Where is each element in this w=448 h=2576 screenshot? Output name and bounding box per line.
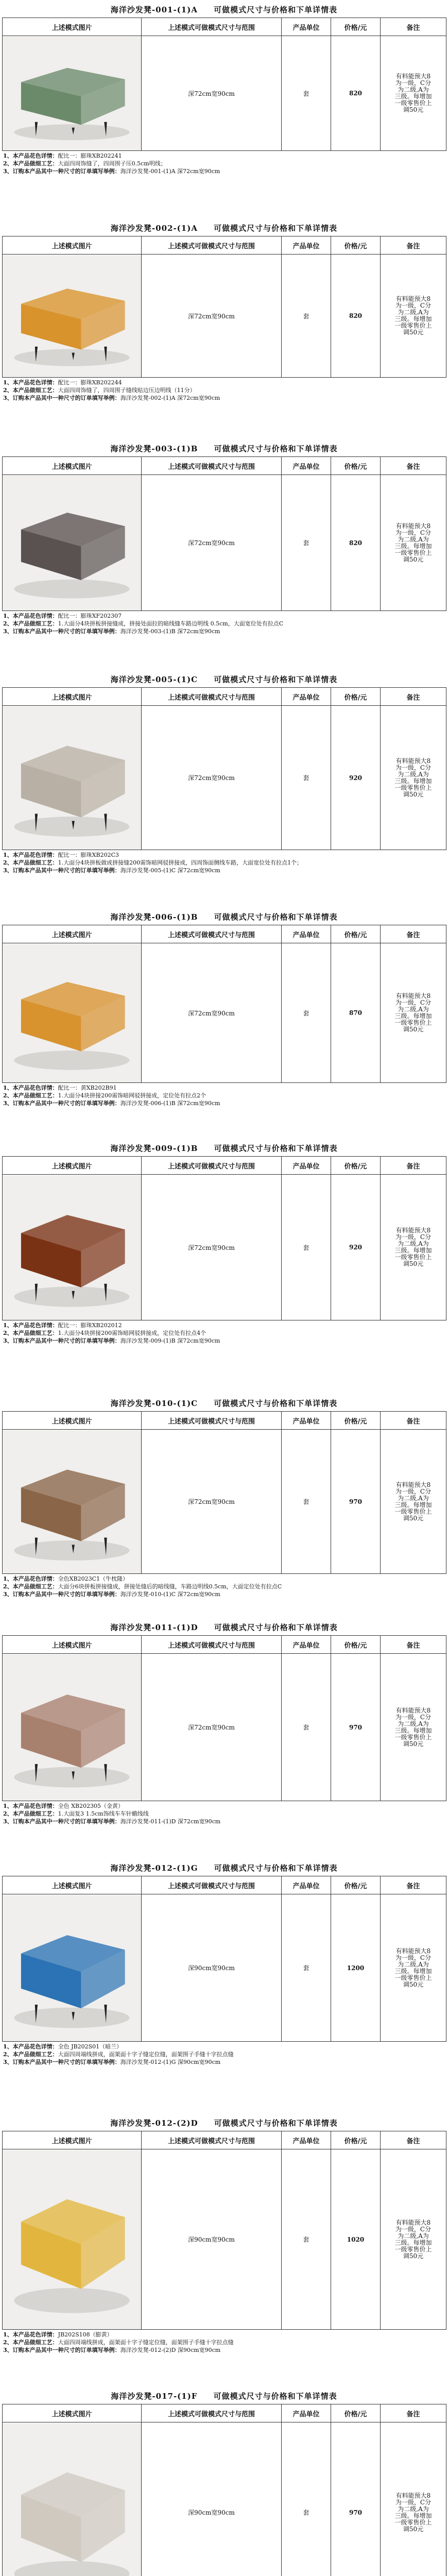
note-line: 3、订购本产品其中一种尺寸的订单填写举例：海洋沙发凳-010-(1)C 深72cm宽90cm bbox=[3, 1591, 220, 1598]
section-title: 海洋沙发凳-017-(1)F 可做模式尺寸与价格和下单详情表 bbox=[111, 2392, 337, 2401]
order-notes bbox=[3, 152, 444, 175]
section-title: 海洋沙发凳-006-(1)B 可做模式尺寸与价格和下单详情表 bbox=[110, 912, 338, 922]
ottoman-image bbox=[3, 706, 141, 850]
product-image-cell bbox=[3, 1175, 142, 1320]
section-title: 海洋沙发凳-011-(1)D 可做模式尺寸与价格和下单详情表 bbox=[110, 1623, 338, 1632]
note-line: 2、本产品做细工艺：1.大面分4块拼板做成拼接缝200需饰暗网驳拼接成，四周饰面侧线车路，大面宽位处有拉点1个； bbox=[3, 859, 303, 866]
size-cell: 深72cm宽90cm bbox=[142, 1175, 282, 1320]
spec-table bbox=[2, 236, 446, 378]
header-cell: 上述模式可做模式尺寸与范围 bbox=[142, 1412, 282, 1430]
size-cell: 深72cm宽90cm bbox=[142, 1654, 282, 1801]
header-cell: 上述模式可做模式尺寸与范围 bbox=[142, 1876, 282, 1894]
unit-cell: 套 bbox=[282, 1430, 331, 1574]
header-cell: 上述模式可做模式尺寸与范围 bbox=[142, 18, 282, 36]
unit-cell: 套 bbox=[282, 2149, 331, 2330]
header-cell: 上述模式可做模式尺寸与范围 bbox=[142, 688, 282, 706]
note-line: 1、本产品花色详情：JB202S108（膨黄） bbox=[3, 2331, 113, 2338]
ottoman-image bbox=[3, 1654, 141, 1801]
note-line: 1、本产品花色详情：全色XB2023C1（牛枕隆） bbox=[3, 1575, 128, 1582]
section-title: 海洋沙发凳-012-(1)G 可做模式尺寸与价格和下单详情表 bbox=[110, 1863, 338, 1873]
header-cell: 产品单位 bbox=[282, 457, 331, 475]
product-image-cell bbox=[3, 706, 142, 850]
size-cell: 深90cm宽90cm bbox=[142, 1894, 282, 2042]
note-line: 3、订购本产品其中一种尺寸的订单填写举例：海洋沙发凳-006-(1)B 深72cm宽90cm bbox=[3, 1100, 220, 1107]
header-cell: 备注 bbox=[381, 236, 446, 255]
note-line: 3、订购本产品其中一种尺寸的订单填写举例：海洋沙发凳-011-(1)D 深72cm宽90cm bbox=[3, 1818, 221, 1825]
remark-cell: 有料能预大8 为一级，C分 为二级,A为 三级。每增加 一级零售价上 调50元 bbox=[381, 2149, 446, 2330]
unit-cell: 套 bbox=[282, 2422, 331, 2576]
price-cell: 920 bbox=[331, 1175, 381, 1320]
header-cell: 产品单位 bbox=[282, 688, 331, 706]
header-cell: 产品单位 bbox=[282, 18, 331, 36]
order-notes bbox=[3, 1802, 444, 1825]
header-cell: 上述模式可做模式尺寸与范围 bbox=[142, 2131, 282, 2149]
header-cell: 上述模式图片 bbox=[3, 925, 142, 943]
note-line: 1、本产品花色详情：全色 JB202S01（暗兰） bbox=[3, 2043, 123, 2050]
ottoman-image bbox=[3, 944, 141, 1082]
header-cell: 备注 bbox=[381, 18, 446, 36]
note-line: 2、本产品做细工艺：1.大面分4块拼接200需饰暗网驳拼接成，定位处有拉点4个 bbox=[3, 1330, 206, 1336]
unit-cell: 套 bbox=[282, 255, 331, 378]
order-notes bbox=[3, 2331, 444, 2354]
section-title: 海洋沙发凳-002-(1)A 可做模式尺寸与价格和下单详情表 bbox=[110, 224, 338, 233]
header-cell: 价格/元 bbox=[331, 1157, 381, 1175]
note-line: 3、订购本产品其中一种尺寸的订单填写举例：海洋沙发凳-005-(1)C 深72cm宽90cm bbox=[3, 867, 220, 874]
product-image-cell bbox=[3, 475, 142, 611]
unit-cell: 套 bbox=[282, 943, 331, 1083]
unit-cell: 套 bbox=[282, 1654, 331, 1801]
note-line: 3、订购本产品其中一种尺寸的订单填写举例：海洋沙发凳-009-(1)B 深72cm宽90cm bbox=[3, 1337, 220, 1344]
size-cell: 深72cm宽90cm bbox=[142, 36, 282, 151]
header-cell: 备注 bbox=[381, 1157, 446, 1175]
product-image-cell bbox=[3, 1654, 142, 1801]
header-cell: 产品单位 bbox=[282, 2404, 331, 2422]
spec-table bbox=[2, 925, 446, 1083]
remark-cell: 有料能预大8 为一级，C分 为二级,A为 三级。每增加 一级零售价上 调50元 bbox=[381, 706, 446, 850]
header-cell: 备注 bbox=[381, 1412, 446, 1430]
ottoman-image bbox=[3, 2423, 141, 2576]
price-cell: 820 bbox=[331, 36, 381, 151]
spec-table bbox=[2, 1156, 446, 1320]
order-notes bbox=[3, 851, 444, 874]
header-cell: 上述模式可做模式尺寸与范围 bbox=[142, 925, 282, 943]
size-cell: 深72cm宽90cm bbox=[142, 475, 282, 611]
header-cell: 上述模式可做模式尺寸与范围 bbox=[142, 236, 282, 255]
spec-table bbox=[2, 1411, 446, 1574]
header-cell: 备注 bbox=[381, 688, 446, 706]
note-line: 2、本产品做细工艺：1.大面复3 1.5cm饰线车车针蛾线线 bbox=[3, 1810, 149, 1817]
section-title: 海洋沙发凳-010-(1)C 可做模式尺寸与价格和下单详情表 bbox=[110, 1399, 338, 1408]
note-line: 3、订购本产品其中一种尺寸的订单填写举例：海洋沙发凳-003-(1)B 深72cm宽90cm bbox=[3, 628, 220, 635]
header-cell: 上述模式图片 bbox=[3, 688, 142, 706]
header-cell: 价格/元 bbox=[331, 1876, 381, 1894]
section-title: 海洋沙发凳-005-(1)C 可做模式尺寸与价格和下单详情表 bbox=[110, 675, 338, 684]
price-cell: 820 bbox=[331, 255, 381, 378]
ottoman-image bbox=[3, 2150, 141, 2329]
price-cell: 920 bbox=[331, 706, 381, 850]
header-cell: 上述模式图片 bbox=[3, 236, 142, 255]
section-title: 海洋沙发凳-001-(1)A 可做模式尺寸与价格和下单详情表 bbox=[110, 5, 338, 14]
header-cell: 上述模式可做模式尺寸与范围 bbox=[142, 2404, 282, 2422]
ottoman-image bbox=[3, 476, 141, 611]
remark-cell: 有料能预大8 为一级，C分 为二级,A为 三级。每增加 一级零售价上 调50元 bbox=[381, 1894, 446, 2042]
header-cell: 价格/元 bbox=[331, 457, 381, 475]
section-title: 海洋沙发凳-009-(1)B 可做模式尺寸与价格和下单详情表 bbox=[110, 1144, 338, 1153]
header-cell: 备注 bbox=[381, 1876, 446, 1894]
header-cell: 价格/元 bbox=[331, 1412, 381, 1430]
remark-cell: 有料能预大8 为一级，C分 为二级,A为 三级。每增加 一级零售价上 调50元 bbox=[381, 36, 446, 151]
header-cell: 产品单位 bbox=[282, 1636, 331, 1654]
size-cell: 深90cm宽90cm bbox=[142, 2149, 282, 2330]
header-cell: 产品单位 bbox=[282, 1157, 331, 1175]
ottoman-image bbox=[3, 1430, 141, 1573]
header-cell: 备注 bbox=[381, 1636, 446, 1654]
note-line: 1、本产品花色详情：配比一：膨珠XB202012 bbox=[3, 1322, 122, 1329]
product-image-cell bbox=[3, 1894, 142, 2042]
unit-cell: 套 bbox=[282, 475, 331, 611]
header-cell: 价格/元 bbox=[331, 236, 381, 255]
note-line: 1、本产品花色详情：配比一：膨珠XF202307 bbox=[3, 613, 122, 619]
product-image-cell bbox=[3, 1430, 142, 1574]
order-notes bbox=[3, 1084, 444, 1107]
spec-table bbox=[2, 2404, 446, 2576]
note-line: 3、订购本产品其中一种尺寸的订单填写举例：海洋沙发凳-001-(1)A 深72cm宽90cm bbox=[3, 168, 220, 175]
price-cell: 970 bbox=[331, 2422, 381, 2576]
order-notes bbox=[3, 1321, 444, 1345]
spec-table bbox=[2, 1876, 446, 2042]
header-cell: 备注 bbox=[381, 2404, 446, 2422]
note-line: 2、本产品做细工艺：大面四周饰缝了，四周围子压0.5cm明线； bbox=[3, 160, 166, 167]
header-cell: 上述模式图片 bbox=[3, 1412, 142, 1430]
remark-cell: 有料能预大8 为一级，C分 为二级,A为 三级。每增加 一级零售价上 调50元 bbox=[381, 475, 446, 611]
header-cell: 备注 bbox=[381, 2131, 446, 2149]
spec-table bbox=[2, 2131, 446, 2330]
size-cell: 深72cm宽90cm bbox=[142, 255, 282, 378]
size-cell: 深72cm宽90cm bbox=[142, 943, 282, 1083]
header-cell: 上述模式图片 bbox=[3, 2131, 142, 2149]
spec-table bbox=[2, 1635, 446, 1801]
header-cell: 备注 bbox=[381, 457, 446, 475]
note-line: 2、本产品做细工艺：1.大面分4块拼板拼接缝成，拼接处面拉的暗线缝车路边明线 0.5cm，大面宽位处有拉点C bbox=[3, 620, 284, 627]
header-cell: 价格/元 bbox=[331, 1636, 381, 1654]
header-cell: 上述模式图片 bbox=[3, 18, 142, 36]
header-cell: 上述模式图片 bbox=[3, 1157, 142, 1175]
header-cell: 上述模式图片 bbox=[3, 2404, 142, 2422]
price-cell: 970 bbox=[331, 1430, 381, 1574]
unit-cell: 套 bbox=[282, 1894, 331, 2042]
price-cell: 970 bbox=[331, 1654, 381, 1801]
product-image-cell bbox=[3, 943, 142, 1083]
header-cell: 上述模式图片 bbox=[3, 1636, 142, 1654]
note-line: 2、本产品做细工艺：1.大面分4块拼接200需饰暗网驳拼接成，定位处有拉点2个 bbox=[3, 1092, 206, 1099]
note-line: 3、订购本产品其中一种尺寸的订单填写举例：海洋沙发凳-002-(1)A 深72cm宽90cm bbox=[3, 395, 220, 401]
product-image-cell bbox=[3, 2422, 142, 2576]
header-cell: 上述模式可做模式尺寸与范围 bbox=[142, 1157, 282, 1175]
section-title: 海洋沙发凳-012-(2)D 可做模式尺寸与价格和下单详情表 bbox=[110, 2119, 338, 2128]
ottoman-image bbox=[3, 37, 141, 150]
note-line: 2、本产品做细工艺：大面四周饰缝了，四周围子缝线贴边压边明线（11分） bbox=[3, 387, 196, 394]
note-line: 1、本产品花色详情：配比一：膨珠XB202244 bbox=[3, 379, 122, 386]
header-cell: 价格/元 bbox=[331, 2131, 381, 2149]
unit-cell: 套 bbox=[282, 36, 331, 151]
note-line: 2、本产品做细工艺：大面四周端线拼成，面架面十字子缝定位缝，面架围子手缝十字拉点缝 bbox=[3, 2051, 234, 2058]
header-cell: 产品单位 bbox=[282, 925, 331, 943]
size-cell: 深72cm宽90cm bbox=[142, 706, 282, 850]
order-notes bbox=[3, 612, 444, 635]
spec-table bbox=[2, 18, 446, 151]
remark-cell: 有料能预大8 为一级，C分 为二级,A为 三级。每增加 一级零售价上 调50元 bbox=[381, 2422, 446, 2576]
header-cell: 上述模式可做模式尺寸与范围 bbox=[142, 457, 282, 475]
note-line: 1、本产品花色详情：配比一：膨珠XB202C3 bbox=[3, 852, 119, 858]
note-line: 1、本产品花色详情：配比一：黄XB202B91 bbox=[3, 1084, 117, 1091]
note-line: 1、本产品花色详情：配比一：膨珠XB202241 bbox=[3, 152, 122, 159]
header-cell: 上述模式可做模式尺寸与范围 bbox=[142, 1636, 282, 1654]
ottoman-image bbox=[3, 255, 141, 377]
header-cell: 上述模式图片 bbox=[3, 1876, 142, 1894]
order-notes bbox=[3, 2043, 444, 2066]
remark-cell: 有料能预大8 为一级，C分 为二级,A为 三级。每增加 一级零售价上 调50元 bbox=[381, 1175, 446, 1320]
unit-cell: 套 bbox=[282, 706, 331, 850]
header-cell: 价格/元 bbox=[331, 925, 381, 943]
spec-table bbox=[2, 687, 446, 850]
note-line: 3、订购本产品其中一种尺寸的订单填写举例：海洋沙发凳-012-(1)G 深90cm宽90cm bbox=[3, 2059, 221, 2065]
product-image-cell bbox=[3, 2149, 142, 2330]
price-cell: 1020 bbox=[331, 2149, 381, 2330]
note-line: 2、本产品做细工艺：大面分6块拼板拼接缝成，拼接处缝后的暗线缝，车路边明线0.5cm，大面定位处有拉点C bbox=[3, 1583, 282, 1590]
header-cell: 产品单位 bbox=[282, 1876, 331, 1894]
note-line: 3、订购本产品其中一种尺寸的订单填写举例：海洋沙发凳-012-(2)D 深90cm宽90cm bbox=[3, 2347, 221, 2353]
header-cell: 产品单位 bbox=[282, 236, 331, 255]
order-notes bbox=[3, 379, 444, 402]
unit-cell: 套 bbox=[282, 1175, 331, 1320]
header-cell: 产品单位 bbox=[282, 2131, 331, 2149]
header-cell: 价格/元 bbox=[331, 2404, 381, 2422]
order-notes bbox=[3, 1575, 444, 1598]
remark-cell: 有料能预大8 为一级，C分 为二级,A为 三级。每增加 一级零售价上 调50元 bbox=[381, 943, 446, 1083]
note-line: 2、本产品做细工艺：大面四周端线拼成，面架面十字子缝定位缝，面架围子手缝十字拉点缝 bbox=[3, 2339, 234, 2346]
spec-table bbox=[2, 456, 446, 611]
price-cell: 820 bbox=[331, 475, 381, 611]
product-image-cell bbox=[3, 36, 142, 151]
size-cell: 深90cm宽90cm bbox=[142, 2422, 282, 2576]
header-cell: 上述模式图片 bbox=[3, 457, 142, 475]
ottoman-image bbox=[3, 1895, 141, 2041]
remark-cell: 有料能预大8 为一级，C分 为二级,A为 三级。每增加 一级零售价上 调50元 bbox=[381, 1654, 446, 1801]
header-cell: 价格/元 bbox=[331, 18, 381, 36]
section-title: 海洋沙发凳-003-(1)B 可做模式尺寸与价格和下单详情表 bbox=[110, 444, 338, 453]
product-image-cell bbox=[3, 255, 142, 378]
remark-cell: 有料能预大8 为一级，C分 为二级,A为 三级。每增加 一级零售价上 调50元 bbox=[381, 1430, 446, 1574]
ottoman-image bbox=[3, 1175, 141, 1320]
header-cell: 备注 bbox=[381, 925, 446, 943]
remark-cell: 有料能预大8 为一级，C分 为二级,A为 三级。每增加 一级零售价上 调50元 bbox=[381, 255, 446, 378]
size-cell: 深72cm宽90cm bbox=[142, 1430, 282, 1574]
price-cell: 870 bbox=[331, 943, 381, 1083]
header-cell: 价格/元 bbox=[331, 688, 381, 706]
note-line: 1、本产品花色详情：全色 XB202305（金黄） bbox=[3, 1803, 124, 1809]
header-cell: 产品单位 bbox=[282, 1412, 331, 1430]
price-cell: 1200 bbox=[331, 1894, 381, 2042]
